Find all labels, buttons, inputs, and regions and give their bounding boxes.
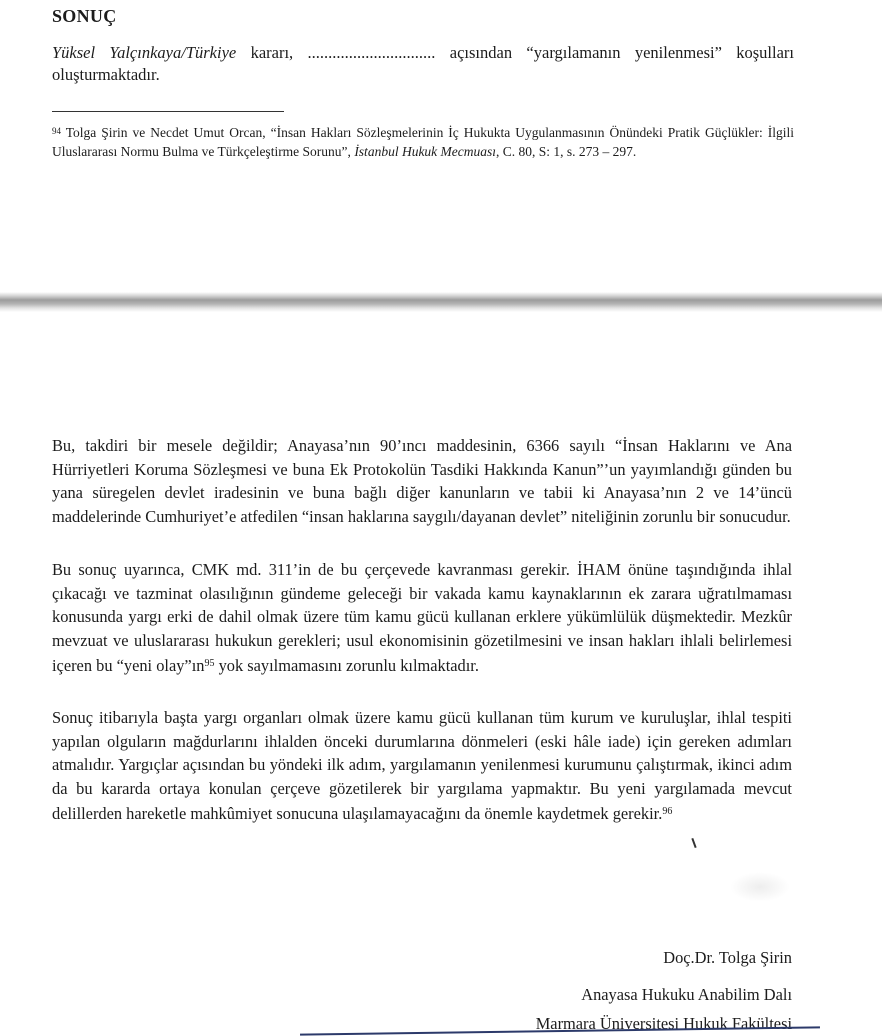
signature-department: Anayasa Hukuku Anabilim Dalı: [581, 985, 792, 1004]
scan-smudge: [730, 872, 790, 902]
paragraph-3: [52, 706, 792, 826]
paragraph-3-text: Sonuç itibarıyla başta yargı organları olmak üzere kamu gücü kullanan tüm kurum ve kuruluşlar, ihlal tespiti yapılan olguların mağdurlarını ihlalden önceki durumlarına dönmeleri (eski hâle iade) için gereken adımları atmalıdır. Yargıçlar açısından bu yöndeki ilk adım, yargılamanın yenilenmesi kurumunu çalıştırmak, ikinci adım da bu kararda ortaya konulan çerçeve gözetilerek bir yargılama yapmaktır. Bu yeni yargılamada mevcut delillerden hareketle mahkûmiyet sonucuna ulaşılamayacağını da önemle kaydetmek gerekir.: [52, 708, 792, 823]
footnote-text-start: Tolga Şirin ve Necdet Umut Orcan, “İnsan Hakları Sözleşmelerinin İç Hukukta Uygulanmasının Önündeki Pratik Güçlükler: İlgili Uluslararası Normu Bulma ve Türkçeleştirme Sorunu”,: [52, 125, 794, 159]
paragraph-2: [52, 558, 792, 678]
signature-faculty: Marmara Üniversitesi Hukuk Fakültesi: [535, 1014, 792, 1033]
footnote-ref-95: 95: [204, 658, 215, 669]
section-heading: SONUÇ: [52, 6, 117, 26]
footnote-number: 94: [52, 126, 61, 136]
footnote-separator: [52, 111, 284, 112]
conclusion-sentence: [52, 42, 794, 86]
signature-name: Doç.Dr. Tolga Şirin: [663, 948, 792, 967]
case-name: Yüksel Yalçınkaya/Türkiye: [52, 43, 237, 62]
conclusion-sentence-rest: kararı, ............................... açısından “yargılamanın yenilenmesi” koşulları oluşturmaktadır.: [52, 43, 795, 84]
footnote-text-end: , C. 80, S: 1, s. 273 – 297.: [496, 144, 637, 159]
upper-page: [0, 0, 882, 292]
footnote-94: [52, 122, 794, 161]
paragraph-2-text-end: yok sayılmamasını zorunlu kılmaktadır.: [214, 656, 479, 675]
footnote-ref-96: 96: [662, 806, 673, 817]
page-break-separator: [0, 292, 882, 312]
paragraph-2-text: Bu sonuç uyarınca, CMK md. 311’in de bu çerçevede kavranması gerekir. İHAM önüne taşındığında ihlal çıkacağı ve tazminat olasılığının gündeme geleceği bir vakada kamu kaynaklarının ek zarara uğratılmaması konusunda yargı erki de dahil olmak üzere tüm kamu gücü kullanan erklere yükümlülük düşmektedir. Mezkûr mevzuat ve uluslararası hukukun gerekleri; usul ekonomisinin gözetilmesini ve insan hakları ihlali belirlemesi içeren bu “yeni olay”ın: [52, 560, 792, 675]
footnote-journal: İstanbul Hukuk Mecmuası: [354, 144, 497, 159]
paragraph-1: Bu, takdiri bir mesele değildir; Anayasa’nın 90’ıncı maddesinin, 6366 sayılı “İnsan Haklarını ve Ana Hürriyetleri Koruma Sözleşmesi ve buna Ek Protokolün Tasdiki Hakkında Kanun”’un yayımlandığı günden bu yana süregelen devlet iradesinin ve buna bağlı diğer kanunların ve tabii ki Anayasa’nın 2 ve 14’üncü maddelerinde Cumhuriyet’e atfedilen “insan haklarına saygılı/dayanan devlet” niteliğinin zorunlu bir sonucudur.: [52, 436, 792, 526]
